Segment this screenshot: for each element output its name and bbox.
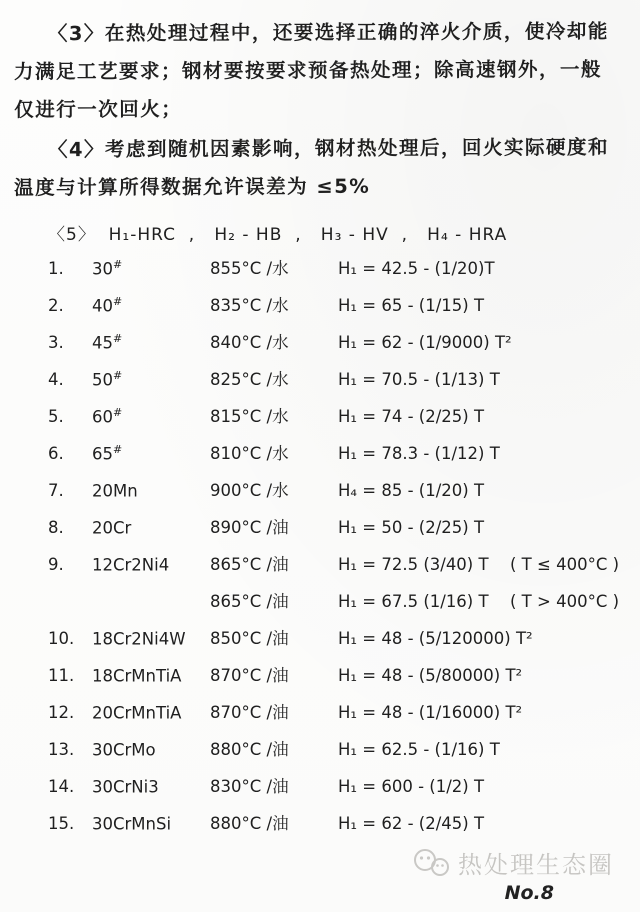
quench-temp: 825°C /水 xyxy=(210,370,289,389)
steel-formula-table xyxy=(14,255,622,847)
hardness-formula: H₄ = 85 - (1/20) T xyxy=(338,481,485,500)
table-row xyxy=(14,588,622,625)
paragraph-3: 〈3〉在热处理过程中，还要选择正确的淬火介质，使冷却能力满足工艺要求；钢材要按要求预备热处理；除高速钢外，一般仅进行一次回火； xyxy=(13,19,609,122)
steel-grade: 20CrMnTiA xyxy=(92,703,182,722)
steel-grade: 12Cr2Ni4 xyxy=(92,555,170,574)
table-row xyxy=(14,662,622,699)
steel-grade: 60# xyxy=(92,405,123,426)
quench-temp: 890°C /油 xyxy=(210,518,289,537)
table-row xyxy=(14,292,622,329)
quench-temp: 850°C /油 xyxy=(210,629,289,648)
hardness-formula: H₁ = 65 - (1/15) T xyxy=(338,296,485,315)
temp-condition: ( T ≤ 400°C ) xyxy=(510,555,620,574)
page-footer xyxy=(412,845,614,904)
hardness-formula: H₁ = 50 - (2/25) T xyxy=(338,518,485,537)
hardness-formula: H₁ = 70.5 - (1/13) T xyxy=(338,370,500,389)
row-number: 12. xyxy=(48,703,75,722)
hardness-formula: H₁ = 48 - (5/80000) T² xyxy=(338,666,523,685)
row-number: 10. xyxy=(48,629,75,648)
table-row xyxy=(14,440,622,477)
steel-grade: 65# xyxy=(92,442,123,463)
hardness-formula: H₁ = 42.5 - (1/20)T xyxy=(338,259,495,278)
row-number: 7. xyxy=(48,481,64,500)
row-number: 11. xyxy=(48,666,75,685)
row-number: 14. xyxy=(48,777,75,796)
table-row xyxy=(14,810,622,847)
table-row xyxy=(14,366,622,403)
quench-temp: 870°C /油 xyxy=(210,666,289,685)
row-number: 3. xyxy=(48,333,64,352)
row-number: 2. xyxy=(48,296,64,315)
temp-condition: ( T > 400°C ) xyxy=(510,592,620,611)
hardness-formula: H₁ = 600 - (1/2) T xyxy=(338,777,485,796)
steel-grade: 20Mn xyxy=(92,481,138,500)
quench-temp: 900°C /水 xyxy=(210,481,289,500)
page-number: No.8 xyxy=(504,882,554,904)
hardness-formula: H₁ = 62 - (1/9000) T² xyxy=(338,333,512,352)
row-number: 13. xyxy=(48,740,75,759)
hardness-formula: H₁ = 62.5 - (1/16) T xyxy=(338,740,500,759)
hardness-formula: H₁ = 67.5 (1/16) T xyxy=(338,592,489,611)
table-row xyxy=(14,773,622,810)
steel-grade: 45# xyxy=(92,331,123,352)
table-row xyxy=(14,403,622,440)
steel-grade: 18CrMnTiA xyxy=(92,666,182,685)
quench-temp: 880°C /油 xyxy=(210,814,289,833)
table-row xyxy=(14,625,622,662)
table-row xyxy=(14,699,622,736)
steel-grade: 40# xyxy=(92,294,123,315)
steel-grade: 18Cr2Ni4W xyxy=(92,629,186,648)
row-number: 1. xyxy=(48,259,64,278)
quench-temp: 855°C /水 xyxy=(210,259,289,278)
table-row xyxy=(14,329,622,366)
hardness-formula: H₁ = 74 - (2/25) T xyxy=(338,407,485,426)
table-row xyxy=(14,736,622,773)
watermark xyxy=(412,845,614,880)
hardness-formula: H₁ = 62 - (2/45) T xyxy=(338,814,485,833)
quench-temp: 870°C /油 xyxy=(210,703,289,722)
hardness-formula: H₁ = 72.5 (3/40) T xyxy=(338,555,489,574)
steel-grade: 30CrMo xyxy=(92,740,156,759)
quench-temp: 840°C /水 xyxy=(210,333,289,352)
steel-grade: 30CrNi3 xyxy=(92,777,159,796)
quench-temp: 865°C /油 xyxy=(210,555,289,574)
hardness-formula: H₁ = 48 - (1/16000) T² xyxy=(338,703,523,722)
table-row xyxy=(14,551,622,588)
steel-grade: 30CrMnSi xyxy=(92,814,172,833)
row-number: 6. xyxy=(48,444,64,463)
steel-grade: 30# xyxy=(92,257,123,278)
quench-temp: 880°C /油 xyxy=(210,740,289,759)
row-number: 4. xyxy=(48,370,64,389)
quench-temp: 815°C /水 xyxy=(210,407,289,426)
quench-temp: 835°C /水 xyxy=(210,296,289,315)
hardness-formula: H₁ = 48 - (5/120000) T² xyxy=(338,629,533,648)
hardness-formula: H₁ = 78.3 - (1/12) T xyxy=(338,444,500,463)
row-number: 8. xyxy=(48,518,64,537)
row-number: 15. xyxy=(48,814,75,833)
table-row xyxy=(14,514,622,551)
table-row xyxy=(14,477,622,514)
wechat-logo-icon xyxy=(412,847,452,879)
quench-temp: 865°C /油 xyxy=(210,592,289,611)
quench-temp: 810°C /水 xyxy=(210,444,289,463)
row-number: 5. xyxy=(48,407,64,426)
hardness-scale-legend: 〈5〉 H₁-HRC , H₂ - HB , H₃ - HV , H₄ - HRA xyxy=(48,225,508,245)
steel-grade: 50# xyxy=(92,368,123,389)
quench-temp: 830°C /油 xyxy=(210,777,289,796)
steel-grade: 20Cr xyxy=(92,518,132,537)
watermark-text: 热处理生态圈 xyxy=(458,851,614,879)
paragraph-4: 〈4〉考虑到随机因素影响，钢材热处理后，回火实际硬度和温度与计算所得数据允许误差为 ≤5% xyxy=(14,135,610,200)
row-number: 9. xyxy=(48,555,64,574)
table-row xyxy=(14,255,622,292)
